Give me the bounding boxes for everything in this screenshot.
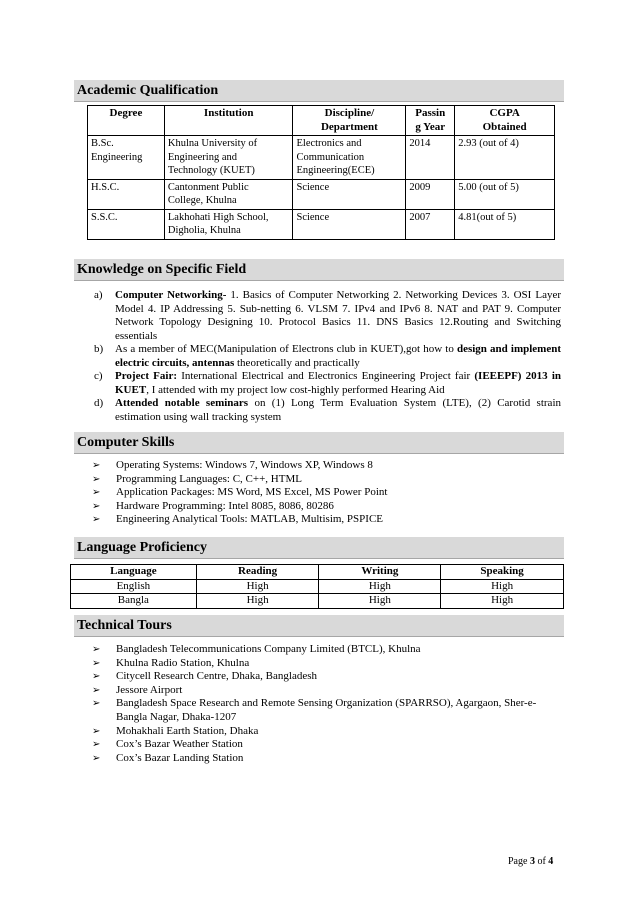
knowledge-bold-text: Computer Networking- — [115, 289, 227, 301]
arrow-bullet-icon: ➢ — [92, 644, 101, 655]
academic-row — [88, 179, 555, 209]
knowledge-item-letter: d) — [94, 397, 104, 409]
knowledge-item-letter: c) — [94, 370, 103, 382]
computer-skills-section — [74, 432, 564, 526]
language-header-row — [71, 565, 564, 580]
academic-row — [88, 209, 555, 239]
academic-col-header: Discipline/ Department — [293, 106, 406, 136]
arrow-bullet-icon: ➢ — [92, 487, 101, 499]
academic-cell: Khulna University of Engineering and Technology (KUET) — [164, 136, 293, 180]
knowledge-text: , I attended with my project low cost-highly performed Hearing Aid — [146, 383, 445, 396]
knowledge-item — [94, 397, 561, 424]
computer-list-item — [92, 486, 562, 500]
academic-col-header: Passin g Year — [406, 106, 455, 136]
language-row — [71, 579, 564, 594]
knowledge-heading: Knowledge on Specific Field — [74, 259, 564, 281]
knowledge-text: As a member of MEC(Manipulation of Electrons club in KUET),got how to — [115, 343, 457, 355]
academic-cell: Electronics and Communication Engineering(ECE) — [293, 136, 406, 180]
computer-item-text: Application Packages: MS Word, MS Excel, MS Power Point — [116, 486, 388, 499]
academic-cell: 2009 — [406, 179, 455, 209]
computer-item-text: Operating Systems: Windows 7, Windows XP, Windows 8 — [116, 459, 373, 471]
language-col-header: Language — [71, 565, 197, 580]
academic-cell: Cantonment Public College, Khulna — [164, 179, 293, 209]
tours-item-text: Cox’s Bazar Landing Station — [116, 751, 244, 764]
academic-col-header: Degree — [88, 106, 165, 136]
tours-item-text: Cox’s Bazar Weather Station — [116, 738, 243, 751]
knowledge-bold-text: design and implement electric circuits, antennas — [115, 343, 561, 369]
academic-row — [88, 136, 555, 180]
arrow-bullet-icon: ➢ — [92, 657, 101, 669]
arrow-bullet-icon: ➢ — [92, 671, 101, 683]
academic-col-header: CGPA Obtained — [455, 106, 555, 136]
academic-heading: Academic Qualification — [74, 80, 564, 102]
academic-cell: B.Sc. Engineering — [88, 136, 165, 180]
language-cell: High — [319, 579, 441, 594]
arrow-bullet-icon: ➢ — [92, 514, 101, 526]
language-cell: High — [196, 594, 319, 609]
academic-cell: Science — [293, 179, 406, 209]
tours-list-item — [92, 670, 562, 684]
tours-list-item — [92, 643, 562, 657]
knowledge-bold-text: Project Fair: — [115, 370, 178, 382]
academic-cell: 2014 — [406, 136, 455, 180]
knowledge-item — [94, 289, 561, 343]
academic-col-header: Institution — [164, 106, 293, 136]
tours-list — [92, 643, 562, 765]
knowledge-text: International Electrical and Electronics Engineering Project fair — [177, 370, 475, 382]
tours-item-text: Mohakhali Earth Station, Dhaka — [116, 724, 259, 737]
academic-cell: 5.00 (out of 5) — [455, 179, 555, 209]
tours-heading: Technical Tours — [74, 615, 564, 637]
academic-cell: S.S.C. — [88, 209, 165, 239]
arrow-bullet-icon: ➢ — [92, 698, 101, 710]
footer-current-page: 3 — [529, 856, 535, 867]
language-table — [70, 564, 564, 609]
footer-page-word: Page — [508, 856, 528, 867]
language-heading: Language Proficiency — [74, 537, 564, 559]
footer-total-pages: 4 — [548, 856, 554, 867]
tours-item-text: Jessore Airport — [116, 683, 183, 696]
academic-section — [74, 80, 564, 236]
arrow-bullet-icon: ➢ — [92, 725, 101, 737]
language-cell: English — [71, 579, 197, 594]
language-cell: High — [196, 579, 319, 594]
computer-list-item — [92, 500, 562, 514]
arrow-bullet-icon: ➢ — [92, 500, 101, 512]
knowledge-text: on (1) Long Term Evaluation System (LTE), (2) Carotid strain estimation using wall tracking system — [115, 397, 561, 423]
knowledge-text: theoretically and practically — [234, 356, 360, 369]
arrow-bullet-icon: ➢ — [92, 752, 101, 764]
knowledge-item-letter: a) — [94, 289, 103, 301]
computer-item-text: Programming Languages: C, C++, HTML — [116, 472, 302, 485]
tours-list-item — [92, 752, 562, 766]
academic-cell: 4.81(out of 5) — [455, 209, 555, 239]
tours-list-item — [92, 738, 562, 752]
arrow-bullet-icon: ➢ — [92, 739, 101, 751]
knowledge-section — [74, 259, 564, 423]
computer-skills-heading: Computer Skills — [74, 432, 564, 454]
academic-cell: H.S.C. — [88, 179, 165, 209]
computer-list-item — [92, 473, 562, 487]
knowledge-item-letter: b) — [94, 343, 104, 355]
computer-skills-list — [92, 459, 562, 527]
arrow-bullet-icon: ➢ — [92, 460, 101, 471]
knowledge-item — [94, 370, 561, 397]
language-cell: High — [319, 594, 441, 609]
academic-cell: 2.93 (out of 4) — [455, 136, 555, 180]
knowledge-text: 1. Basics of Computer Networking 2. Networking Devices 3. OSI Layer Model 4. IP Addressing 5. Sub-netting 6. VLSM 7. IPv4 and IPv6 8. NAT and PAT 9. Computer Network Topology Designing 10. Protocol Basics 11. DNS Basics 12.Routing and Switching essentials — [115, 289, 561, 342]
knowledge-bold-text: Attended notable seminars — [115, 397, 249, 409]
academic-header-row — [88, 106, 555, 136]
knowledge-list — [94, 289, 561, 424]
language-row — [71, 594, 564, 609]
tours-item-text: Citycell Research Centre, Dhaka, Bangladesh — [116, 670, 317, 683]
language-section — [74, 537, 564, 606]
computer-item-text: Engineering Analytical Tools: MATLAB, Multisim, PSPICE — [116, 513, 384, 526]
computer-list-item — [92, 513, 562, 527]
academic-cell: 2007 — [406, 209, 455, 239]
tours-list-item — [92, 725, 562, 739]
page-number — [508, 856, 553, 867]
tours-list-item — [92, 657, 562, 671]
language-col-header: Writing — [319, 565, 441, 580]
knowledge-bold-text: (IEEEPF) 2013 in KUET — [115, 370, 561, 396]
knowledge-item — [94, 343, 561, 370]
language-col-header: Reading — [196, 565, 319, 580]
academic-table — [87, 105, 555, 240]
tours-item-text: Khulna Radio Station, Khulna — [116, 656, 250, 669]
academic-cell: Science — [293, 209, 406, 239]
arrow-bullet-icon: ➢ — [92, 473, 101, 485]
tours-list-item — [92, 684, 562, 698]
tours-item-text: Bangladesh Telecommunications Company Limited (BTCL), Khulna — [116, 643, 421, 655]
footer-of-word: of — [537, 856, 546, 867]
language-col-header: Speaking — [441, 565, 564, 580]
tours-item-text: Bangladesh Space Research and Remote Sensing Organization (SPARRSO), Agargaon, Sher-e-Bangla Nagar, Dhaka-1207 — [116, 697, 537, 723]
arrow-bullet-icon: ➢ — [92, 684, 101, 696]
language-cell: High — [441, 594, 564, 609]
computer-item-text: Hardware Programming: Intel 8085, 8086, 80286 — [116, 499, 334, 512]
tours-list-item — [92, 697, 562, 724]
language-cell: Bangla — [71, 594, 197, 609]
computer-list-item — [92, 459, 562, 473]
language-cell: High — [441, 579, 564, 594]
academic-cell: Lakhohati High School, Digholia, Khulna — [164, 209, 293, 239]
tours-section — [74, 615, 564, 764]
